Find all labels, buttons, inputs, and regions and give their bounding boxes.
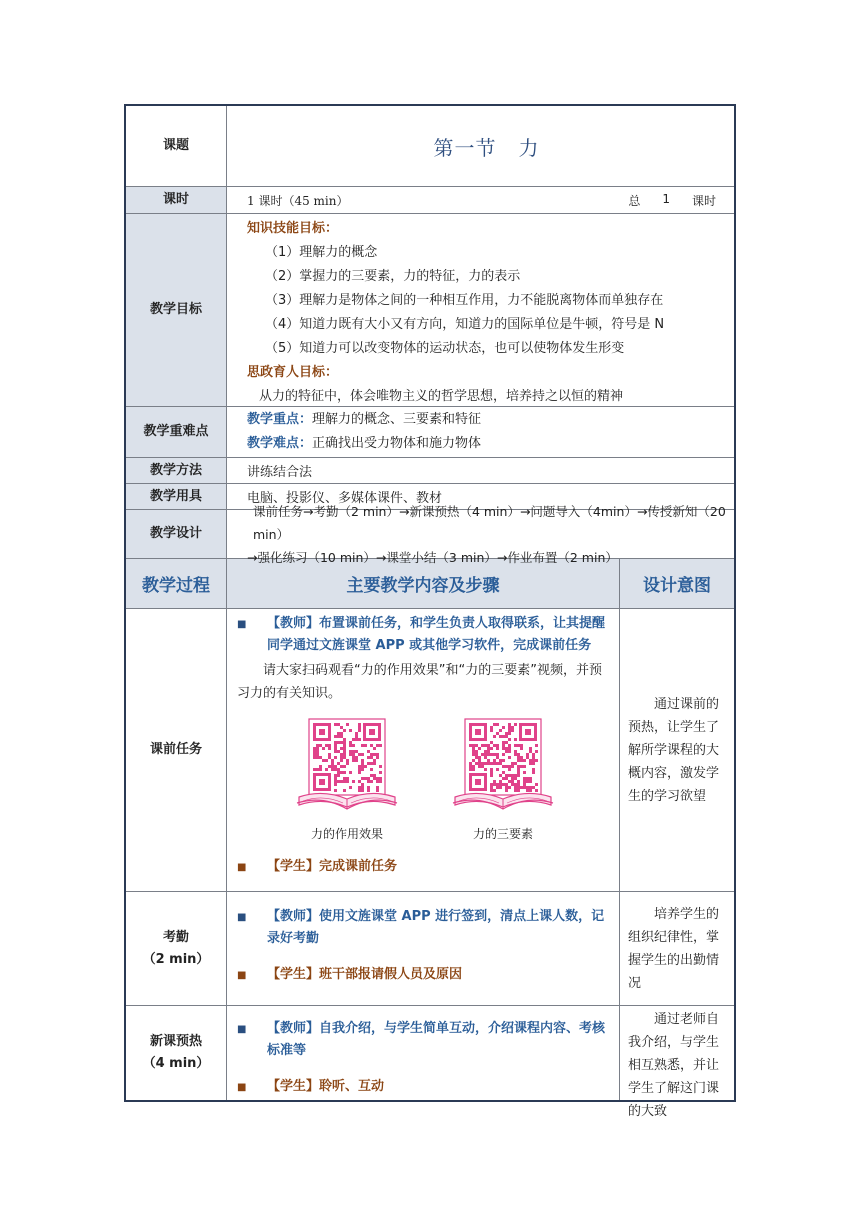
topic-value: 第一节 <box>433 135 497 160</box>
key-points-label: 教学重难点 <box>126 407 227 457</box>
qr-caption-elements: 力的三要素 <box>472 827 533 841</box>
topic-label: 课题 <box>126 106 227 186</box>
warmup-teacher-text: 【教师】自我介绍，与学生简单互动，介绍课程内容、考核标准等 <box>267 1021 606 1058</box>
key-points-row <box>126 406 734 457</box>
method-label: 教学方法 <box>126 458 227 483</box>
stage-pre-row <box>126 608 734 891</box>
process-header-row <box>126 558 734 608</box>
design-row <box>126 503 734 565</box>
attendance-student-text: 【学生】班干部报请假人员及原因 <box>267 967 463 982</box>
attendance-intent: 培养学生的组织纪律性，掌握学生的出勤情况 <box>628 906 720 991</box>
stage-warmup-label: 新课预热 <box>149 1034 202 1049</box>
objectives-label: 教学目标 <box>126 214 227 406</box>
content-col-header: 主要教学内容及步骤 <box>346 576 500 596</box>
stage-warmup-row <box>126 1005 734 1119</box>
hours-row <box>126 186 734 213</box>
objective-item-5: （5）知道力可以改变物体的运动状态，也可以使物体发生形变 <box>265 341 625 356</box>
qr-caption-effect: 力的作用效果 <box>310 827 383 841</box>
stage-attendance-row <box>126 891 734 1005</box>
ideology-text: 从力的特征中，体会唯物主义的哲学思想，培养持之以恒的精神 <box>259 389 624 404</box>
square-bullet-icon: ■ <box>237 970 247 981</box>
square-bullet-icon: ■ <box>237 862 247 873</box>
design-label: 教学设计 <box>126 510 227 558</box>
method-value: 讲练结合法 <box>247 465 313 480</box>
stage-attendance-label: 考勤 <box>162 929 189 945</box>
difficulty-label: 教学难点： <box>247 436 313 451</box>
square-bullet-icon: ■ <box>237 912 247 923</box>
intent-col-header: 设计意图 <box>619 559 734 608</box>
ideology-heading: 思政育人目标： <box>247 365 339 380</box>
total-value: 1 <box>662 191 670 206</box>
key-point-label: 教学重点： <box>247 412 313 427</box>
difficulty-text: 正确找出受力物体和施力物体 <box>312 436 482 451</box>
design-line-1: 课前任务→考勤（2 min）→新课预热（4 min）→问题导入（4min）→传授新知（20 min） <box>253 503 726 542</box>
qr-code-book-icon[interactable] <box>451 717 555 813</box>
hours-label: 课时 <box>126 187 227 213</box>
stage-attendance-time: （2 min） <box>142 951 210 967</box>
square-bullet-icon: ■ <box>237 1082 247 1093</box>
objective-item-2: （2）掌握力的三要素，力的特征，力的表示 <box>265 269 521 284</box>
process-col-header: 教学过程 <box>126 559 227 608</box>
total-label: 总 <box>628 193 641 208</box>
stage-pre-label: 课前任务 <box>126 609 227 891</box>
pre-teacher-text: 【教师】布置课前任务，和学生负责人取得联系，让其提醒同学通过文旌课堂 APP 或其他学习软件，完成课前任务 <box>267 616 606 653</box>
pre-student-text: 【学生】完成课前任务 <box>267 859 398 874</box>
lesson-plan-table <box>124 104 736 1119</box>
total-unit: 课时 <box>691 193 716 208</box>
tools-label: 教学用具 <box>126 484 227 509</box>
square-bullet-icon: ■ <box>237 1024 247 1035</box>
qr-block-effect[interactable] <box>295 717 399 842</box>
tools-value: 电脑、投影仪、多媒体课件、教材 <box>247 491 443 506</box>
hours-value: 1 课时（45 min） <box>247 193 349 208</box>
objective-item-4: （4）知道力既有大小又有方向，知道力的国际单位是牛顿，符号是 N <box>265 317 665 332</box>
page-title <box>227 106 734 186</box>
pre-paragraph: 请大家扫码观看“力的作用效果”和“力的三要素”视频，并预习力的有关知识。 <box>237 663 602 701</box>
design-line-2: →强化练习（10 min）→课堂小结（3 min）→作业布置（2 min） <box>247 549 618 565</box>
objectives-row <box>126 213 734 406</box>
topic-row <box>126 106 734 186</box>
method-row <box>126 457 734 483</box>
topic-value-2: 力 <box>518 135 540 160</box>
qr-block-elements[interactable] <box>451 717 555 842</box>
knowledge-heading: 知识技能目标： <box>247 221 339 236</box>
warmup-intent: 通过老师自我介绍，与学生相互熟悉，并让学生了解这门课的大致 <box>628 1012 720 1119</box>
key-point-text: 理解力的概念、三要素和特征 <box>312 412 482 427</box>
objective-item-1: （1）理解力的概念 <box>265 245 378 260</box>
qr-code-book-icon[interactable] <box>295 717 399 813</box>
square-bullet-icon: ■ <box>237 619 247 630</box>
warmup-student-text: 【学生】聆听、互动 <box>267 1079 385 1094</box>
pre-intent: 通过课前的预热，让学生了解所学课程的大概内容，激发学生的学习欲望 <box>628 696 720 804</box>
attendance-teacher-text: 【教师】使用文旌课堂 APP 进行签到，清点上课人数，记录好考勤 <box>267 909 605 946</box>
objective-item-3: （3）理解力是物体之间的一种相互作用，力不能脱离物体而单独存在 <box>265 293 664 308</box>
stage-warmup-time: （4 min） <box>142 1056 210 1071</box>
qr-codes <box>237 717 613 842</box>
